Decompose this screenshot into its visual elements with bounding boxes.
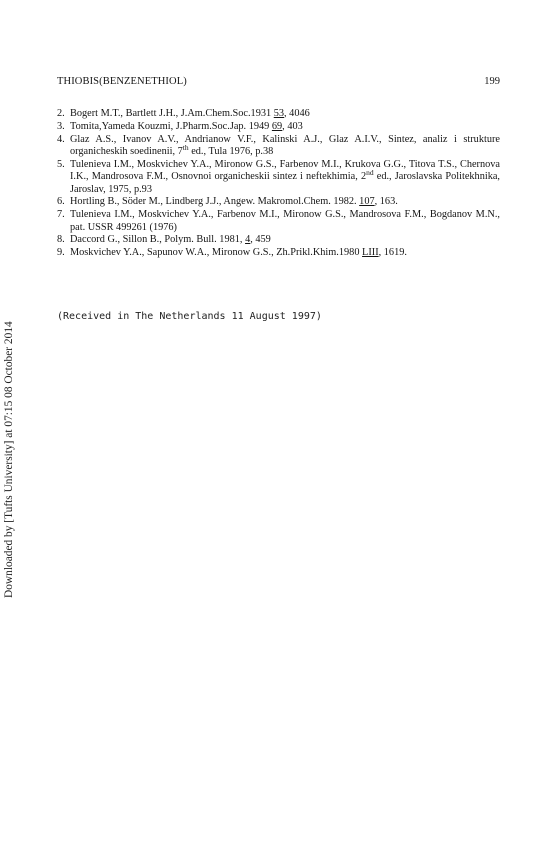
reference-text: Hortling B., Söder M., Lindberg J.J., Angew. Makromol.Chem. 1982. [70, 196, 360, 208]
reference-number: 8. [57, 234, 65, 246]
reference-item [57, 196, 500, 208]
reference-item [57, 234, 500, 246]
volume-number: 69 [271, 120, 283, 132]
reference-text: ed., Tula 1976, p.38 [188, 146, 274, 157]
page-number: 199 [484, 76, 500, 87]
reference-item [57, 247, 500, 259]
reference-text: Moskvichev Y.A., Sapunov W.A., Mironow G.S., Zh.Prikl.Khim.1980 [70, 247, 363, 259]
reference-number: 4. [57, 133, 65, 145]
volume-number: 107 [359, 196, 375, 208]
reference-text: , 163. [374, 196, 398, 208]
superscript: nd [366, 168, 374, 178]
reference-text: , 403 [282, 120, 303, 132]
reference-list [57, 108, 500, 260]
reference-text: Tulenieva I.M., Moskvichev Y.A., Mironow G.S., Farbenov M.I., Krukova G.G., Titova T.S., Chernova I.K., Mandrosova F.M., Osnovnoi organicheskii sintez i neftekhimia, 2 [70, 158, 500, 183]
reference-item [57, 121, 500, 133]
reference-text: , 4046 [284, 108, 310, 119]
reference-item [57, 209, 500, 234]
reference-text: Tomita,Yameda Kouzmi, J.Pharm.Soc.Jap. 1949 [70, 120, 272, 132]
reference-number: 3. [57, 120, 65, 132]
volume-number: 4 [245, 234, 251, 246]
reference-number: 2. [57, 108, 65, 119]
reference-number: 9. [57, 247, 65, 259]
reference-text: , 1619. [378, 247, 407, 259]
volume-number: LIII [362, 247, 379, 259]
reference-text: Bogert M.T., Bartlett J.H., J.Am.Chem.Soc.1931 [70, 108, 274, 119]
reference-item [57, 159, 500, 196]
reference-item [57, 134, 500, 159]
superscript: th [182, 143, 189, 152]
reference-text: , 459 [250, 234, 271, 246]
reference-number: 6. [57, 196, 65, 208]
reference-text: Tulenieva I.M., Moskvichev Y.A., Farbenov M.I., Mironow G.S., Mandrosova F.M., Bogdanov M.N., pat. USSR 499261 (1976) [70, 209, 500, 233]
reference-text: Glaz A.S., Ivanov A.V., Andrianow V.F., Kalinski A.J., Glaz A.I.V., Sintez, analiz i strukture organicheskih soedinenii, 7 [70, 133, 500, 157]
reference-number: 5. [57, 158, 65, 170]
reference-item [57, 108, 500, 120]
reference-text: ed., Jaroslavska Politekhnika, Jaroslav, 1975, p.93 [70, 171, 501, 195]
volume-number: 53 [273, 108, 285, 119]
reference-text: Daccord G., Sillon B., Polym. Bull. 1981, [70, 234, 246, 246]
download-notice: Downloaded by [Tufts University] at 07:15 08 October 2014 [3, 321, 15, 598]
reference-number: 7. [57, 209, 65, 221]
running-title: THIOBIS(BENZENETHIOL) [57, 76, 187, 87]
received-note: (Received in The Netherlands 11 August 1997) [57, 311, 322, 322]
